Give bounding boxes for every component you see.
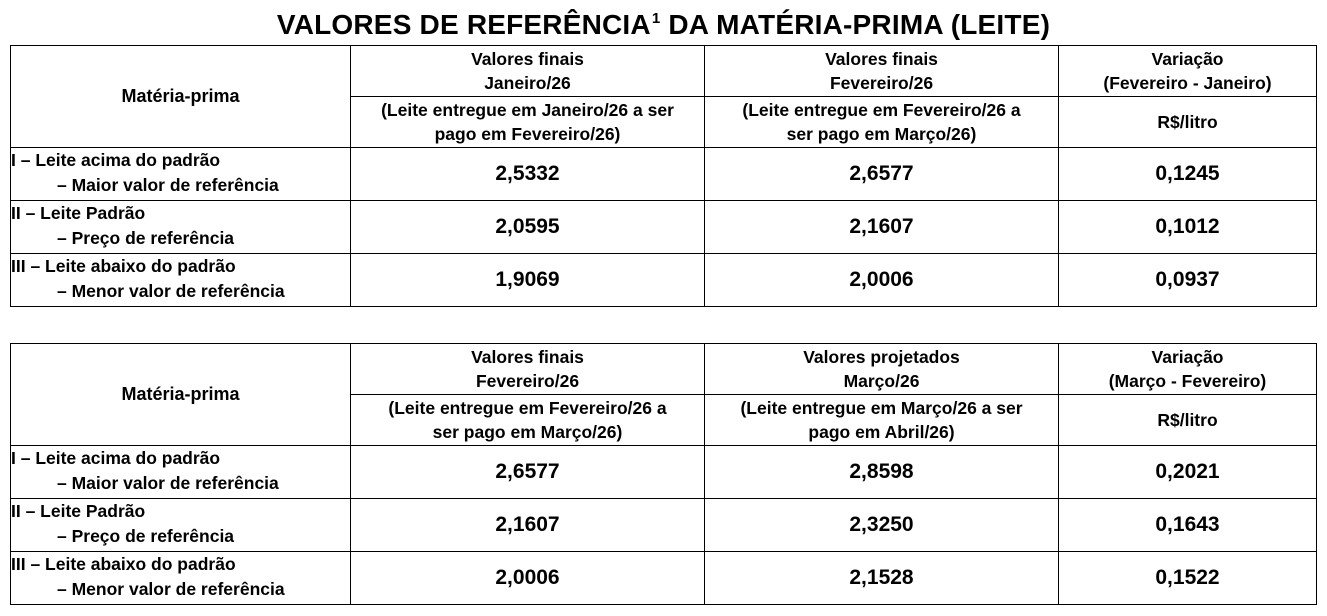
row-label-main: I – Leite acima do padrão (11, 150, 221, 170)
col-header-materia-prima: Matéria-prima (11, 46, 351, 148)
col-subheader-unit: R$/litro (1059, 395, 1317, 446)
value-cell: 2,0006 (705, 254, 1059, 307)
col-header-line: Março/26 (843, 371, 920, 391)
reference-table-jan-feb (10, 45, 1317, 307)
table-row (11, 201, 1317, 254)
col-header-line: Variação (1151, 347, 1224, 367)
col-header-values-2 (705, 46, 1059, 97)
col-header-line: Janeiro/26 (484, 73, 571, 93)
subheader-line: pago em Fevereiro/26) (434, 124, 621, 144)
variation-cell: 0,2021 (1059, 446, 1317, 499)
col-subheader-2 (705, 395, 1059, 446)
variation-cell: 0,1522 (1059, 552, 1317, 605)
variation-cell: 0,1012 (1059, 201, 1317, 254)
subheader-line: pago em Abril/26) (808, 422, 955, 442)
col-header-line: Fevereiro/26 (475, 371, 580, 391)
table-row (11, 499, 1317, 552)
subheader-line: (Leite entregue em Fevereiro/26 a (742, 100, 1021, 120)
row-label-main: II – Leite Padrão (11, 203, 146, 223)
row-label (11, 499, 351, 552)
subheader-line: (Leite entregue em Março/26 a ser (740, 398, 1023, 418)
subheader-line: ser pago em Março/26) (432, 422, 623, 442)
table-row (11, 446, 1317, 499)
col-header-values-2 (705, 344, 1059, 395)
table-row (11, 254, 1317, 307)
col-header-line: Variação (1151, 49, 1224, 69)
variation-cell: 0,1643 (1059, 499, 1317, 552)
col-header-line: (Fevereiro - Janeiro) (1103, 73, 1272, 93)
col-header-line: Valores finais (471, 49, 584, 69)
row-label (11, 148, 351, 201)
value-cell: 2,5332 (351, 148, 705, 201)
value-cell: 2,0006 (351, 552, 705, 605)
row-label-sub: – Maior valor de referência (57, 473, 279, 493)
col-header-variation (1059, 46, 1317, 97)
title-main: VALORES DE REFERÊNCIA (276, 9, 651, 40)
row-label (11, 254, 351, 307)
col-header-line: Fevereiro/26 (829, 73, 934, 93)
col-header-values-1 (351, 344, 705, 395)
col-header-line: Valores finais (471, 347, 584, 367)
variation-cell: 0,1245 (1059, 148, 1317, 201)
row-label-sub: – Menor valor de referência (57, 579, 285, 599)
table-row (11, 552, 1317, 605)
row-label-main: II – Leite Padrão (11, 501, 146, 521)
col-subheader-2 (705, 97, 1059, 148)
col-header-values-1 (351, 46, 705, 97)
col-header-line: (Março - Fevereiro) (1108, 371, 1267, 391)
value-cell: 2,8598 (705, 446, 1059, 499)
subheader-line: (Leite entregue em Fevereiro/26 a (388, 398, 667, 418)
row-label (11, 446, 351, 499)
value-cell: 2,6577 (351, 446, 705, 499)
reference-table-feb-mar (10, 343, 1317, 605)
page-title (0, 8, 1327, 47)
value-cell: 2,0595 (351, 201, 705, 254)
subheader-line: ser pago em Março/26) (786, 124, 977, 144)
value-cell: 2,1607 (351, 499, 705, 552)
col-header-line: Valores finais (825, 49, 938, 69)
row-label-main: I – Leite acima do padrão (11, 448, 221, 468)
col-subheader-1 (351, 97, 705, 148)
header-row (11, 46, 1317, 97)
header-row (11, 344, 1317, 395)
subheader-line: (Leite entregue em Janeiro/26 a ser (381, 100, 674, 120)
col-header-materia-prima: Matéria-prima (11, 344, 351, 446)
value-cell: 2,1607 (705, 201, 1059, 254)
title-footnote-marker: 1 (651, 10, 661, 27)
row-label-sub: – Preço de referência (57, 228, 235, 248)
row-label-main: III – Leite abaixo do padrão (11, 256, 236, 276)
col-subheader-unit: R$/litro (1059, 97, 1317, 148)
row-label (11, 552, 351, 605)
row-label-sub: – Menor valor de referência (57, 281, 285, 301)
value-cell: 2,1528 (705, 552, 1059, 605)
col-subheader-1 (351, 395, 705, 446)
row-label (11, 201, 351, 254)
table-row (11, 148, 1317, 201)
value-cell: 1,9069 (351, 254, 705, 307)
title-rest: DA MATÉRIA-PRIMA (LEITE) (660, 9, 1051, 40)
row-label-main: III – Leite abaixo do padrão (11, 554, 236, 574)
col-header-variation (1059, 344, 1317, 395)
variation-cell: 0,0937 (1059, 254, 1317, 307)
value-cell: 2,6577 (705, 148, 1059, 201)
row-label-sub: – Maior valor de referência (57, 175, 279, 195)
value-cell: 2,3250 (705, 499, 1059, 552)
row-label-sub: – Preço de referência (57, 526, 235, 546)
col-header-line: Valores projetados (803, 347, 960, 367)
